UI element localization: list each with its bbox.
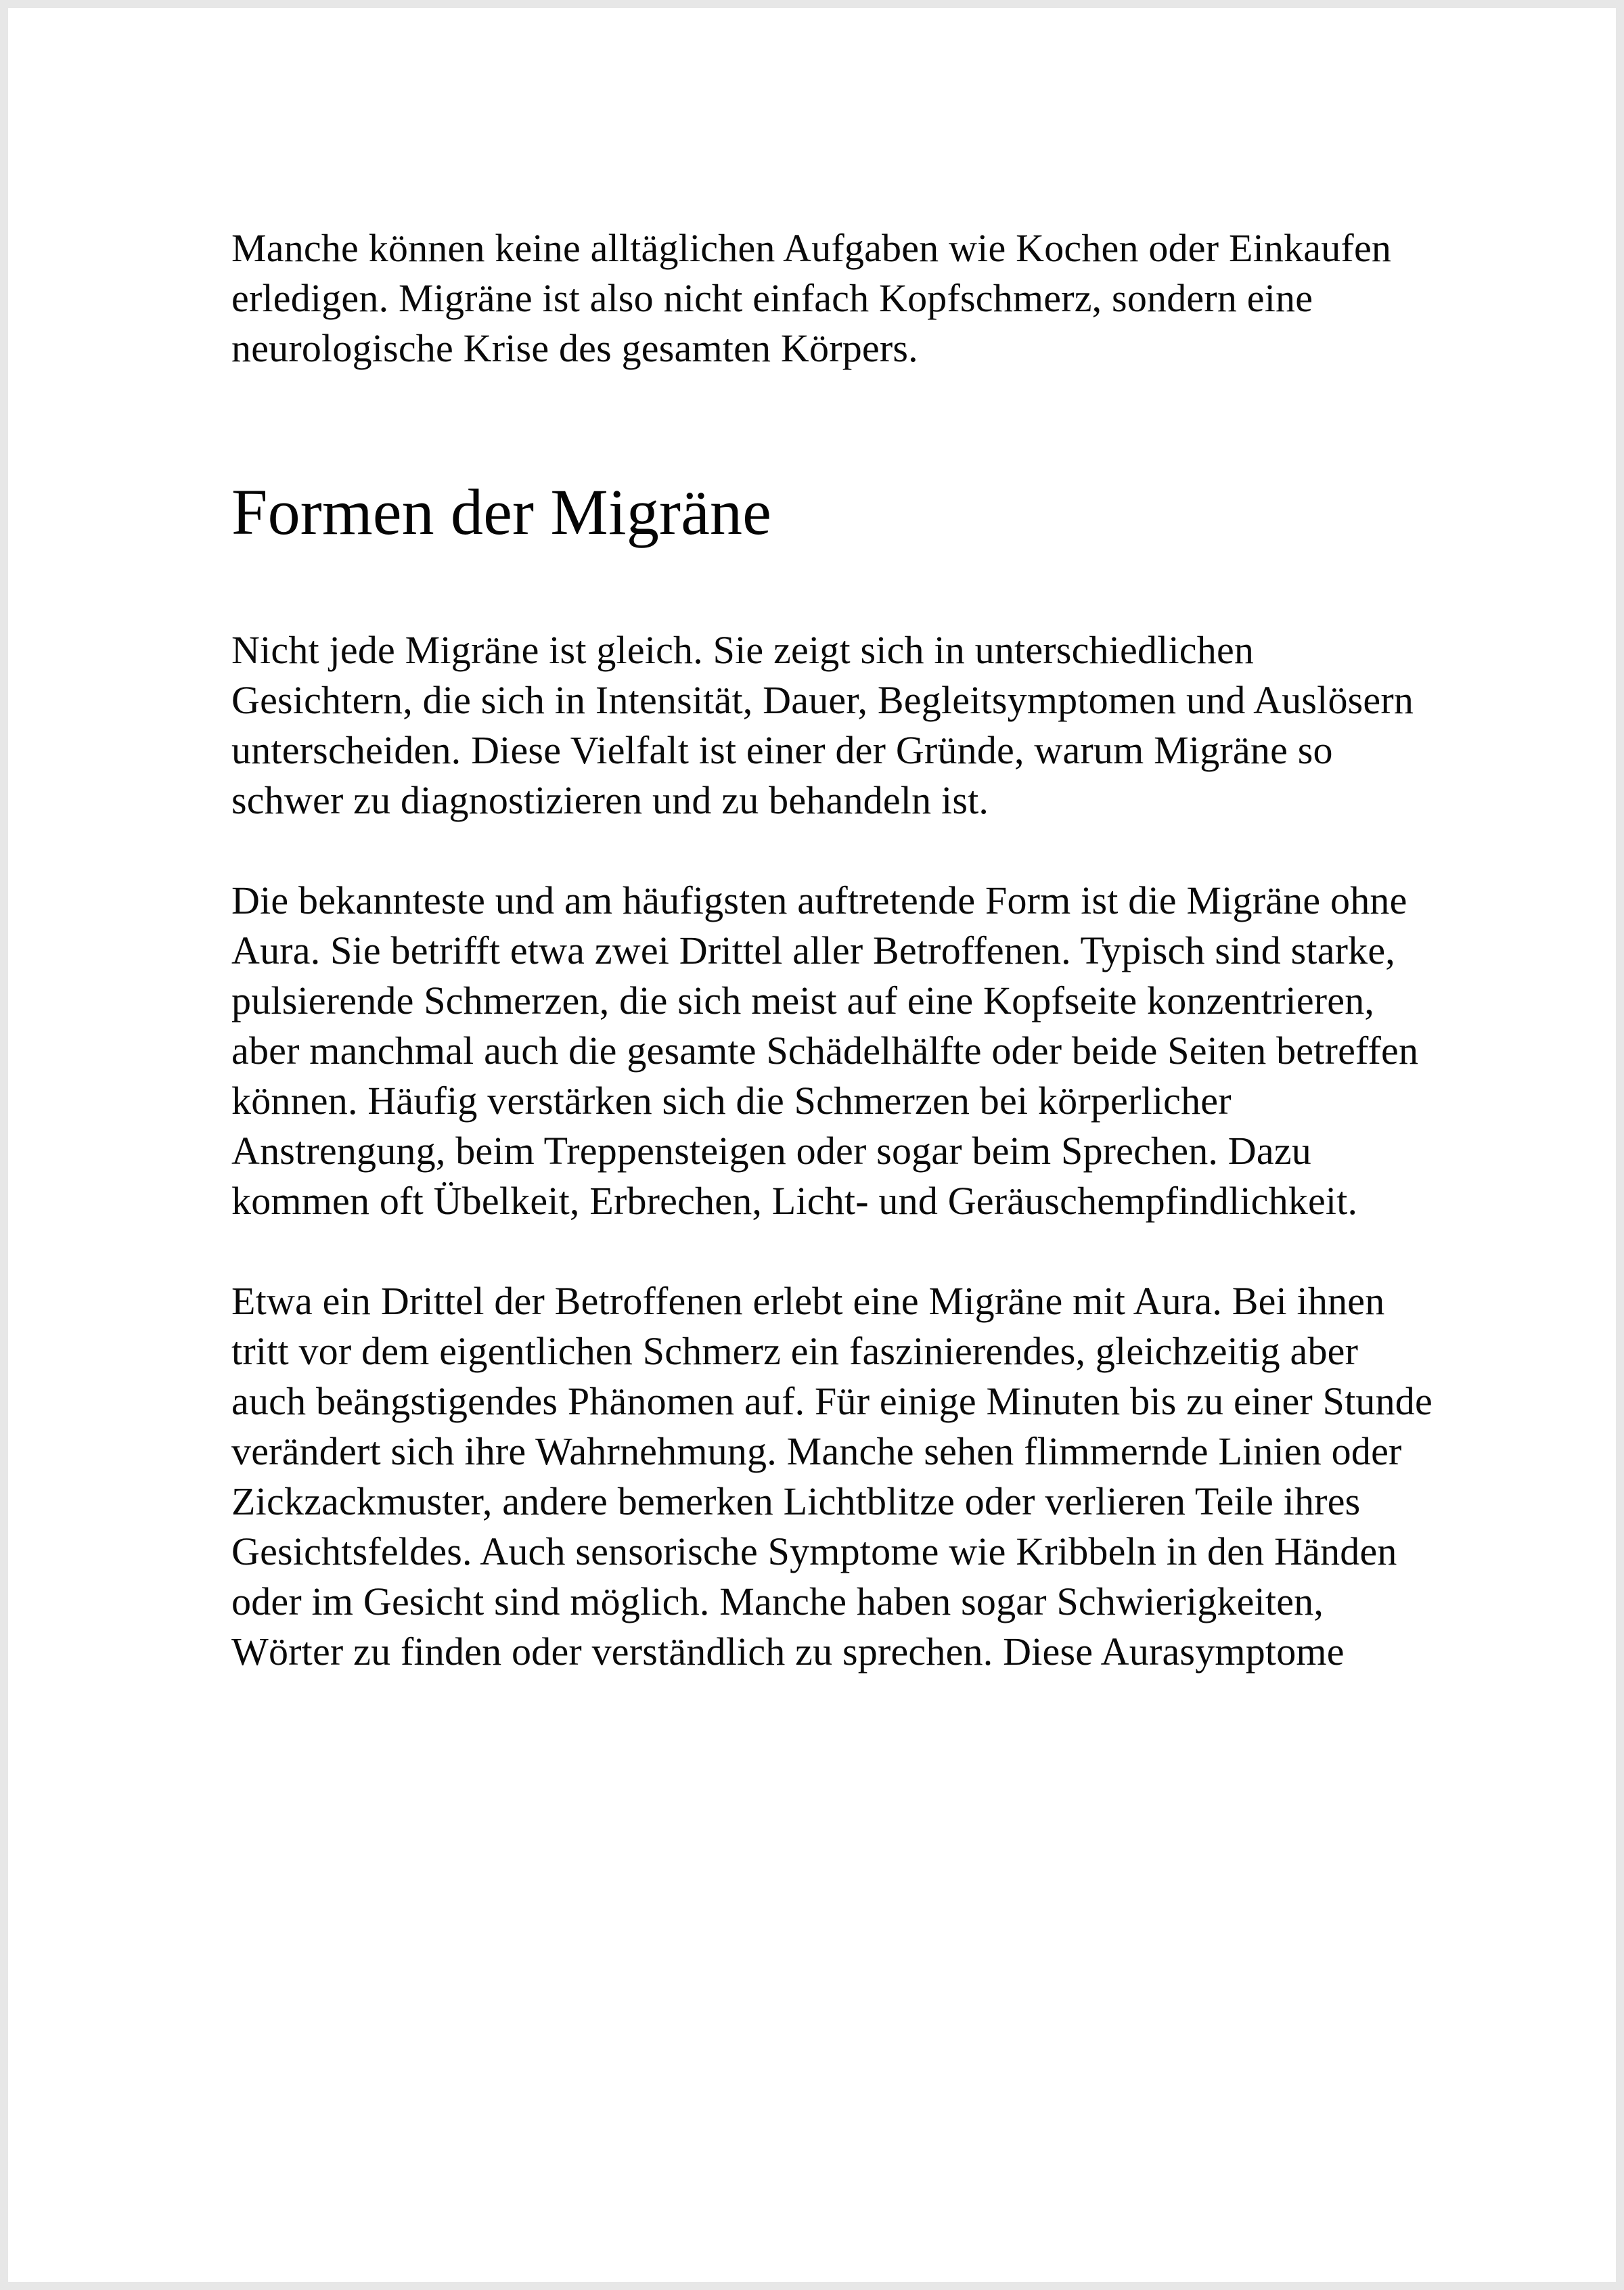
document-content	[231, 223, 1443, 1727]
document-page	[8, 8, 1616, 2282]
paragraph-overview: Nicht jede Migräne ist gleich. Sie zeigt sich in unterschiedlichen Gesichtern, die sich in Intensität, Dauer, Begleitsymptomen und Auslösern unterscheiden. Diese Vielfalt ist einer der Gründe, warum Migräne so schwer zu diagnostizieren und zu behandeln ist.	[231, 628, 1414, 822]
paragraph-intro: Manche können keine alltäglichen Aufgaben wie Kochen oder Einkaufen erledigen. Migräne ist also nicht einfach Kopfschmerz, sondern eine neurologische Krise des gesamten Körpers.	[231, 226, 1392, 370]
section-heading: Formen der Migräne	[231, 476, 772, 548]
paragraph-migraine-with-aura: Etwa ein Drittel der Betroffenen erlebt eine Migräne mit Aura. Bei ihnen tritt vor dem eigentlichen Schmerz ein faszinierendes, gleichzeitig aber auch beängstigendes Phänomen auf. Für einige Minuten bis zu einer Stunde verändert sich ihre Wahrnehmung. Manche sehen flimmernde Linien oder Zickzackmuster, andere bemerken Lichtblitze oder verlieren Teile ihres Gesichtsfeldes. Auch sensorische Symptome wie Kribbeln in den Händen oder im Gesicht sind möglich. Manche haben sogar Schwierigkeiten, Wörter zu finden oder verständlich zu sprechen. Diese Aurasymptome	[231, 1279, 1433, 1674]
paragraph-migraine-without-aura: Die bekannteste und am häufigsten auftretende Form ist die Migräne ohne Aura. Sie betrifft etwa zwei Drittel aller Betroffenen. Typisch sind starke, pulsierende Schmerzen, die sich meist auf eine Kopfseite konzentrieren, aber manchmal auch die gesamte Schädelhälfte oder beide Seiten betreffen können. Häufig verstärken sich die Schmerzen bei körperlicher Anstrengung, beim Treppensteigen oder sogar beim Sprechen. Dazu kommen oft Übelkeit, Erbrechen, Licht- und Geräuschempfindlichkeit.	[231, 878, 1419, 1223]
